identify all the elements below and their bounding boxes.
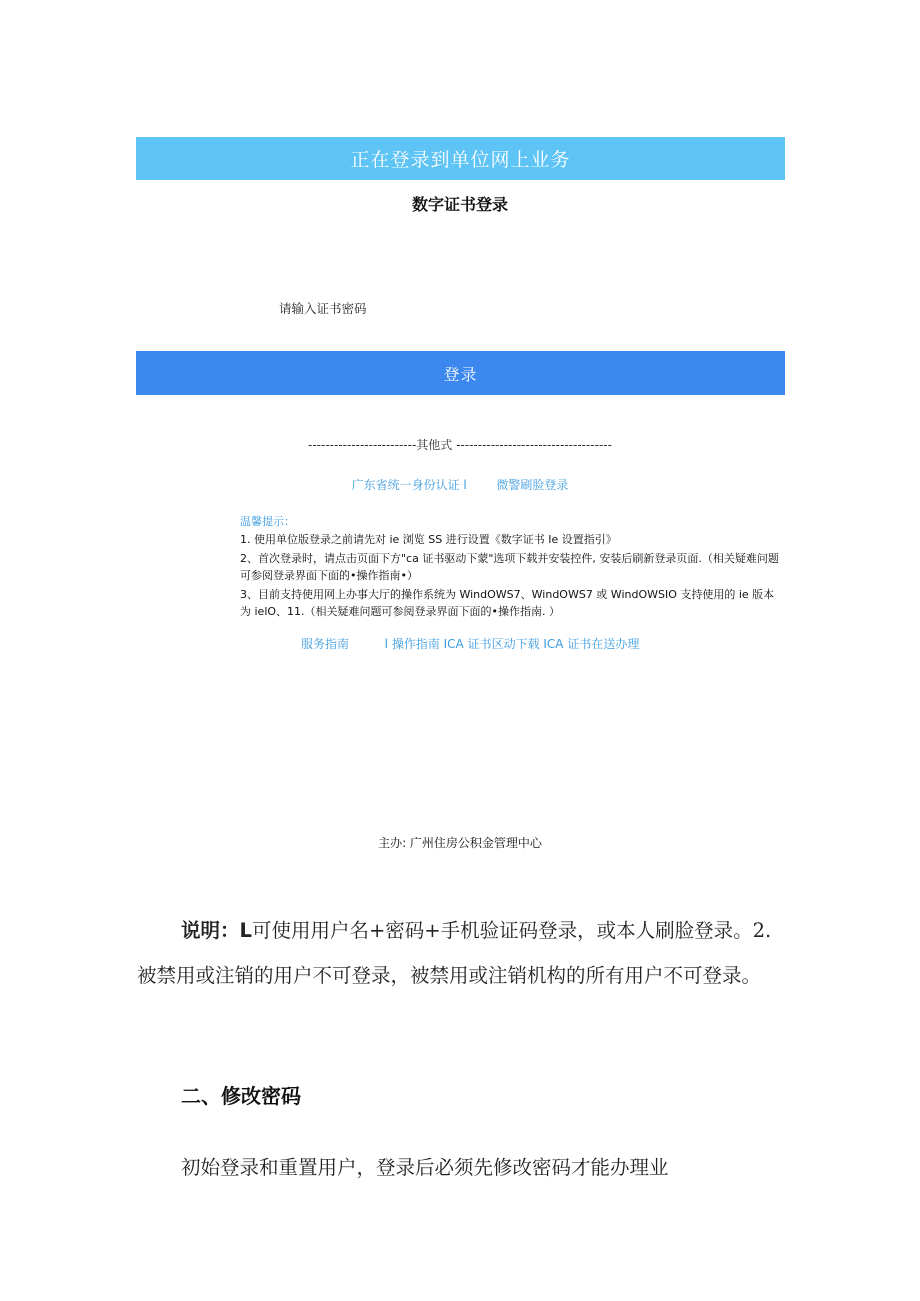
login-button[interactable]: 登录 [136,351,785,395]
note-body: 可使用用户名+密码+手机验证码登录，或本人刷脸登录。2. 被禁用或注销的用户不可登录，被禁用或注销机构的所有用户不可登录。 [137,919,772,987]
login-banner [136,137,785,180]
tips-title: 温馨提示： [240,515,295,528]
note-lead: 说明：L [181,919,252,942]
footer-host: 主办: 广州住房公积金管理中心 [378,836,542,850]
certificate-password-input[interactable]: 请输入证书密码 [279,301,367,316]
tip-item: 1. 使用单位版登录之前请先对 ie 浏览 SS 进行设置《数字证书 Ie 设置指引》 [240,533,617,546]
banner-title: 正在登录到单位网上业务 [350,149,571,171]
tip-item: 3、目前支持使用网上办事大厅的操作系统为 WindOWS7、WindOWS7 或 WindOWSIO 支持使用的 ie 版本为 ielO、11.（相关疑难问题可参阅登录界面下面的•操作指南. ） [240,588,775,618]
service-guide-link[interactable]: 服务指南 [301,637,350,651]
alternate-login-options [0,476,920,493]
guangdong-identity-login-link[interactable]: 广东省统一身份认证 l [351,478,467,492]
login-subtitle: 数字证书登录 [411,195,508,214]
tip-item: 2、首次登录时，请点击页面下方"ca 证书驱动下蒙"选项下载并安装控件, 安装后刷新登录页面.（相关疑难问题可参阅登录界面下面的•操作指南•） [240,552,779,582]
other-methods-divider: -------------------------其他式 ------------------------------------ [308,438,612,452]
section-paragraph: 初始登录和重置用户，登录后必须先修改密码才能办理业 [181,1156,669,1179]
help-links [301,635,639,652]
section-heading: 二、修改密码 [181,1084,301,1108]
tips-panel [240,513,785,622]
face-login-link[interactable]: 微警刷脸登录 [496,478,569,492]
note-paragraph [137,908,787,998]
operation-guide-links[interactable]: l 操作指南 ICA 证书区动下载 ICA 证书在送办理 [384,637,640,651]
